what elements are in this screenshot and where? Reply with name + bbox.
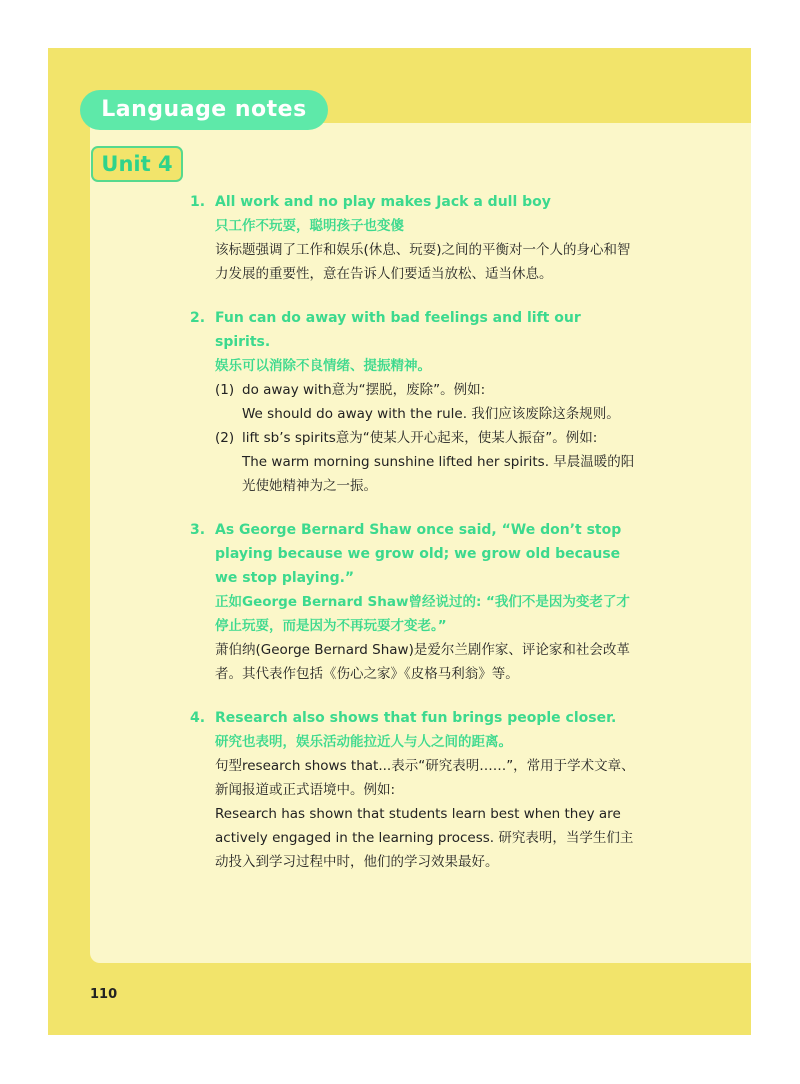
note-heading-cn: 娱乐可以消除不良情绪、提振精神。 — [215, 358, 431, 374]
sub-number: (1) — [215, 382, 235, 398]
note-heading-en: As George Bernard Shaw once said, “We don’t stop playing because we grow old; we grow old because we stop playing.” — [215, 522, 622, 586]
note-number: 4. — [190, 710, 206, 726]
sub-number: (2) — [215, 430, 235, 446]
note-heading-cn: 正如George Bernard Shaw曾经说过的: “我们不是因为变老了才停止玩耍，而是因为不再玩耍才变老。” — [215, 594, 630, 634]
note-1 — [190, 190, 640, 286]
note-heading-en: Research also shows that fun brings people closer. — [215, 710, 617, 726]
sub-text: lift sb’s spirits意为“使某人开心起来，使某人振奋”。例如: — [242, 430, 598, 446]
section-title: Language notes — [80, 90, 328, 130]
note-heading-en: Fun can do away with bad feelings and lift our spirits. — [215, 310, 581, 350]
note-explanation: 该标题强调了工作和娱乐(休息、玩耍)之间的平衡对一个人的身心和智力发展的重要性，意在告诉人们要适当放松、适当休息。 — [215, 242, 631, 282]
example-sentence: We should do away with the rule. 我们应该废除这条规则。 — [242, 406, 620, 422]
note-explanation: 句型research shows that...表示“研究表明……”，常用于学术文章、新闻报道或正式语境中。例如: — [215, 758, 635, 798]
note-number: 2. — [190, 310, 206, 326]
example-sentence: The warm morning sunshine lifted her spirits. 早晨温暖的阳光使她精神为之一振。 — [242, 454, 635, 494]
note-3 — [190, 518, 640, 686]
note-number: 1. — [190, 194, 206, 210]
sub-point-1 — [215, 378, 640, 402]
note-explanation: 萧伯纳(George Bernard Shaw)是爱尔兰剧作家、评论家和社会改革者。其代表作包括《伤心之家》《皮格马利翁》等。 — [215, 642, 630, 682]
notes-list — [190, 190, 640, 894]
unit-label: Unit 4 — [91, 146, 183, 182]
note-4 — [190, 706, 640, 874]
note-2 — [190, 306, 640, 498]
example-sentence: Research has shown that students learn best when they are actively engaged in the learning process. 研究表明，当学生们主动投入到学习过程中时，他们的学习效果最好。 — [215, 806, 634, 870]
note-heading-cn: 研究也表明，娱乐活动能拉近人与人之间的距离。 — [215, 734, 512, 750]
note-heading-en: All work and no play makes Jack a dull boy — [215, 194, 551, 210]
sub-text: do away with意为“摆脱，废除”。例如: — [242, 382, 486, 398]
note-heading-cn: 只工作不玩耍，聪明孩子也变傻 — [215, 218, 404, 234]
page-number: 110 — [90, 987, 118, 1002]
note-number: 3. — [190, 522, 206, 538]
sub-point-2 — [215, 426, 640, 450]
